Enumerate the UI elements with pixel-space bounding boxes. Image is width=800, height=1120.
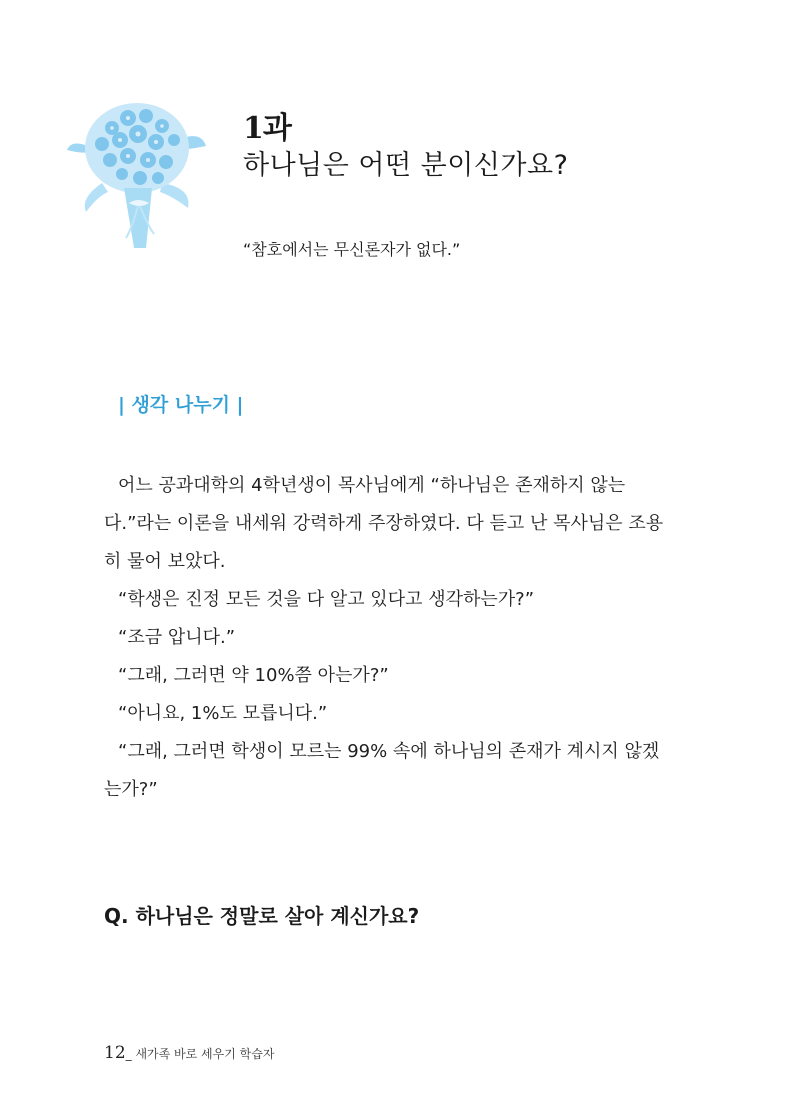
section-heading: | 생각 나누기 |: [118, 394, 244, 416]
page-number: 12: [104, 1043, 126, 1063]
lesson-title: 하나님은 어떤 분이신가요?: [243, 150, 569, 181]
story-text: [104, 467, 669, 809]
dialogue-line: “조금 압니다.”: [118, 627, 236, 648]
discussion-question: Q. 하나님은 정말로 살아 계신가요?: [104, 904, 420, 928]
page-footer: [104, 1043, 274, 1063]
lesson-number: 1과: [243, 111, 291, 146]
epigraph-quote: “참호에서는 무신론자가 없다.”: [243, 240, 461, 259]
bouquet-illustration: [62, 88, 212, 263]
dialogue-line: “그래, 그러면 약 10%쯤 아는가?”: [118, 665, 389, 686]
dialogue-line: “그래, 그러면 학생이 모르는 99% 속에 하나님의 존재가 계시지 않겠는가?”: [104, 741, 660, 800]
dialogue-line: “학생은 진정 모든 것을 다 알고 있다고 생각하는가?”: [118, 589, 535, 610]
dialogue-line: “아니요, 1%도 모릅니다.”: [118, 703, 328, 724]
book-title: _ 새가족 바로 세우기 학습자: [125, 1047, 275, 1061]
paragraph: 어느 공과대학의 4학년생이 목사님에게 “하나님은 존재하지 않는다.”라는 이론을 내세워 강력하게 주장하였다. 다 듣고 난 목사님은 조용히 물어 보았다.: [104, 475, 664, 572]
